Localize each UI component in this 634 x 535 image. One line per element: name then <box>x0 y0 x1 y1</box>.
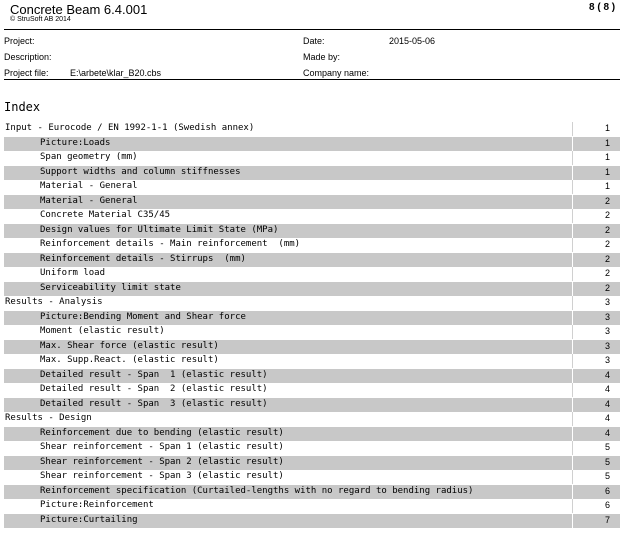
index-entry-label: Shear reinforcement - Span 3 (elastic result) <box>40 471 284 481</box>
index-entry-page: 2 <box>604 224 610 235</box>
column-separator <box>572 412 573 426</box>
index-entry-page: 2 <box>604 210 610 220</box>
column-separator <box>572 282 573 296</box>
column-separator <box>572 180 573 194</box>
index-entry-page: 7 <box>604 514 610 525</box>
index-entry-page: 3 <box>604 297 610 307</box>
index-entry-row <box>4 195 620 209</box>
column-separator <box>572 514 573 528</box>
index-entry-page: 4 <box>604 369 610 380</box>
column-separator <box>572 427 573 441</box>
index-entry-row <box>4 209 620 223</box>
index-entry-label: Shear reinforcement - Span 2 (elastic result) <box>40 456 284 467</box>
index-entry-page: 3 <box>604 340 610 351</box>
index-entry-row <box>4 340 620 354</box>
meta-divider <box>4 79 620 80</box>
index-entry-row <box>4 180 620 194</box>
index-entry-row <box>4 485 620 499</box>
index-entry-row <box>4 354 620 368</box>
column-separator <box>572 209 573 223</box>
index-entry-row <box>4 398 620 412</box>
project-file-label: Project file: <box>4 68 49 78</box>
column-separator <box>572 456 573 470</box>
index-entry-page: 2 <box>604 239 610 249</box>
index-entry-page: 2 <box>604 268 610 278</box>
index-entry-label: Max. Supp.React. (elastic result) <box>40 355 219 365</box>
page-number: 8 ( 8 ) <box>589 2 616 13</box>
index-entry-page: 3 <box>604 355 610 365</box>
made-by-label: Made by: <box>303 52 341 62</box>
index-entry-label: Detailed result - Span 3 (elastic result) <box>40 398 268 409</box>
column-separator <box>572 267 573 281</box>
index-entry-page: 2 <box>604 253 610 264</box>
column-separator <box>572 195 573 209</box>
index-entry-page: 2 <box>604 282 610 293</box>
index-entry-page: 1 <box>604 181 610 191</box>
index-entry-label: Reinforcement details - Stirrups (mm) <box>40 253 246 264</box>
header-divider <box>4 29 620 30</box>
index-entry-row <box>4 238 620 252</box>
column-separator <box>572 354 573 368</box>
column-separator <box>572 470 573 484</box>
index-entry-row <box>4 253 620 267</box>
column-separator <box>572 296 573 310</box>
index-entry-page: 4 <box>604 384 610 394</box>
index-entry-page: 6 <box>604 500 610 510</box>
index-entry-label: Support widths and column stiffnesses <box>40 166 241 177</box>
index-entry-row <box>4 427 620 441</box>
index-entry-row <box>4 137 620 151</box>
column-separator <box>572 311 573 325</box>
index-entry-label: Reinforcement specification (Curtailed-lengths with no regard to bending radius) <box>40 485 474 496</box>
index-entry-label: Detailed result - Span 2 (elastic result) <box>40 384 268 394</box>
index-entry-label: Results - Design <box>5 413 92 423</box>
column-separator <box>572 485 573 499</box>
date-label: Date: <box>303 36 325 46</box>
index-entry-label: Picture:Bending Moment and Shear force <box>40 311 246 322</box>
column-separator <box>572 122 573 136</box>
index-entry-label: Material - General <box>40 195 138 206</box>
column-separator <box>572 398 573 412</box>
index-entry-page: 4 <box>604 413 610 423</box>
index-entry-label: Concrete Material C35/45 <box>40 210 171 220</box>
index-title: Index <box>4 100 41 114</box>
index-entry-row <box>4 470 620 484</box>
column-separator <box>572 238 573 252</box>
index-entry-row <box>4 499 620 513</box>
column-separator <box>572 383 573 397</box>
column-separator <box>572 151 573 165</box>
index-entry-row <box>4 311 620 325</box>
index-entry-page: 6 <box>604 485 610 496</box>
index-entry-label: Picture:Loads <box>40 137 111 148</box>
index-entry-row <box>4 441 620 455</box>
column-separator <box>572 224 573 238</box>
index-entry-row <box>4 325 620 339</box>
index-entry-label: Results - Analysis <box>5 297 103 307</box>
column-separator <box>572 137 573 151</box>
index-entry-label: Picture:Reinforcement <box>40 500 154 510</box>
index-entry-row <box>4 267 620 281</box>
column-separator <box>572 253 573 267</box>
index-entry-label: Design values for Ultimate Limit State (MPa) <box>40 224 279 235</box>
column-separator <box>572 166 573 180</box>
index-entry-row <box>4 514 620 528</box>
index-entry-page: 1 <box>604 123 610 133</box>
index-entry-label: Shear reinforcement - Span 1 (elastic result) <box>40 442 284 452</box>
index-entry-label: Input - Eurocode / EN 1992-1-1 (Swedish annex) <box>5 123 255 133</box>
index-entry-row <box>4 383 620 397</box>
project-file-value: E:\arbete\klar_B20.cbs <box>70 68 162 78</box>
date-value: 2015-05-06 <box>389 36 436 46</box>
index-section-row <box>4 122 620 136</box>
copyright-notice: © StruSoft AB 2014 <box>10 16 71 23</box>
column-separator <box>572 340 573 354</box>
index-entry-row <box>4 369 620 383</box>
index-entry-page: 4 <box>604 427 610 438</box>
index-entry-row <box>4 166 620 180</box>
index-entry-label: Material - General <box>40 181 138 191</box>
index-entry-label: Detailed result - Span 1 (elastic result) <box>40 369 268 380</box>
index-entry-page: 3 <box>604 311 610 322</box>
column-separator <box>572 325 573 339</box>
index-entry-row <box>4 224 620 238</box>
index-entry-page: 2 <box>604 195 610 206</box>
index-entry-label: Reinforcement due to bending (elastic result) <box>40 427 284 438</box>
index-entry-label: Span geometry (mm) <box>40 152 138 162</box>
index-entry-label: Serviceability limit state <box>40 282 181 293</box>
description-label: Description: <box>4 52 52 62</box>
column-separator <box>572 441 573 455</box>
column-separator <box>572 369 573 383</box>
index-section-row <box>4 296 620 310</box>
company-name-label: Company name: <box>303 68 370 78</box>
index-entry-page: 3 <box>604 326 610 336</box>
index-entry-row <box>4 282 620 296</box>
project-label: Project: <box>4 36 35 46</box>
index-entry-label: Uniform load <box>40 268 106 278</box>
index-section-row <box>4 412 620 426</box>
index-entry-page: 1 <box>604 166 610 177</box>
index-entry-label: Picture:Curtailing <box>40 514 138 525</box>
index-entry-label: Max. Shear force (elastic result) <box>40 340 219 351</box>
index-entry-page: 5 <box>604 456 610 467</box>
app-title: Concrete Beam 6.4.001 <box>10 2 148 17</box>
index-entry-page: 1 <box>604 152 610 162</box>
index-entry-label: Moment (elastic result) <box>40 326 165 336</box>
column-separator <box>572 499 573 513</box>
index-entry-page: 4 <box>604 398 610 409</box>
index-entry-page: 1 <box>604 137 610 148</box>
index-entry-row <box>4 151 620 165</box>
index-entry-row <box>4 456 620 470</box>
index-entry-label: Reinforcement details - Main reinforcement (mm) <box>40 239 301 249</box>
index-entry-page: 5 <box>604 442 610 452</box>
index-entry-page: 5 <box>604 471 610 481</box>
